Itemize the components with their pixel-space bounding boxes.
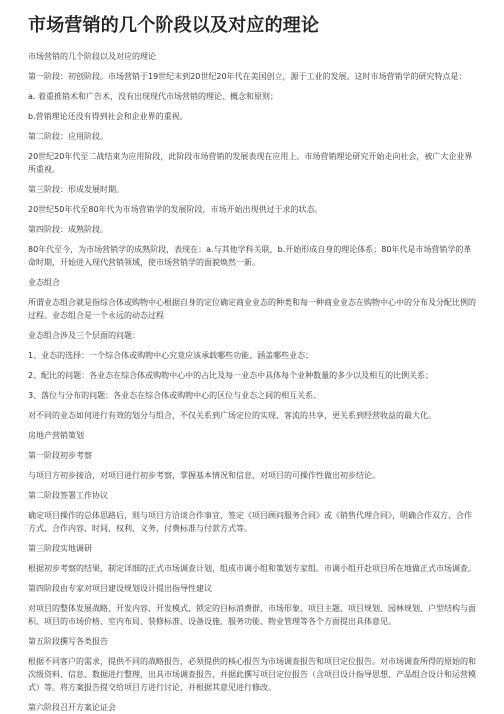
paragraph: 第四阶段由专家对项目建设规划设计提出指导性建议: [28, 584, 212, 593]
paragraph: 对不同的业态如何进行有效的划分与组合，不仅关系到广场定位的实现、客流的共享，更关系到经营收益的最大化。: [28, 411, 436, 420]
paragraph: 第六阶段召开方案论证会: [28, 703, 116, 712]
paragraph: 第三阶段实地调研: [28, 544, 92, 553]
document-body: [28, 50, 476, 714]
paragraph: 第三阶段：形成发展时期。: [28, 185, 124, 194]
paragraph: 3、落位与分布的问题：各业态在综合体或购物中心的区位与业态之间的相互关系。: [28, 391, 322, 400]
paragraph: 第二阶段：应用阶段。: [28, 132, 108, 141]
paragraph: 80年代至今，为市场营销学的成熟阶段，表现在：a.与其他学科关联，b.开始形成自身的理论体系；80年代是市场营销学的革命时期，开始进入现代营销领域，使市场营销学的面貌焕然一新。: [28, 245, 472, 267]
paragraph: 根据不同客户的需求，提供不同的战略报告，必须提供的核心报告为市场调查报告和项目定位报告。对市场调查所得的原始的和次级资料、信息、数据进行整理，出具市场调查报告，并据此撰写项目定位报告（含项目设计指导思想、产品组合设计和运营模式）等。将方案报告提交给项目方进行讨论，并根据其意见进行修改。: [28, 657, 476, 692]
paragraph: 1、业态的选择：一个综合体或购物中心究竟应该承载哪些功能、涵盖哪些业态；: [28, 351, 314, 360]
paragraph: 所谓业态组合就是指综合体或购物中心根据自身的定位确定商业业态的种类和每一种商业业态在购物中心中的分布及分配比例的过程。业态组合是一个永远的动态过程: [28, 298, 476, 320]
paragraph: 对项目的整体发展战略、开发内容、开发模式、锁定的目标消费群、市场形象、项目主题、项目规划、园林规划、户型结构与面积、项目的市场价格、室内布局、装修标准、设备设施、服务功能、物业管理等各个方面提出具体意见。: [28, 604, 476, 626]
paragraph: 与项目方初步接洽，对项目进行初步考察，掌握基本情况和信息，对项目的可操作性做出初步结论。: [28, 471, 380, 480]
paragraph: 第五阶段撰写各类报告: [28, 637, 108, 646]
paragraph: 根据初步考察的结果，制定详细的正式市场调查计划，组成市调小组和策划专家组。市调小组开赴项目所在地做正式市场调查。: [28, 564, 476, 573]
paragraph: b.营销理论还没有得到社会和企业界的重视。: [28, 112, 188, 121]
paragraph: 市场营销的几个阶段以及对应的理论: [28, 52, 156, 61]
paragraph: a. 着重推销术和广告术，没有出现现代市场营销的理论、概念和原则；: [28, 92, 278, 101]
paragraph: 确定项目操作的总体思路后，则与项目方洽谈合作事宜，签定《项目顾问服务合同》或《销售代理合同》，明确合作双方、合作方式、合作内容、时间、权利、义务，付费标准与付款方式等。: [28, 511, 472, 533]
paragraph: 第一阶段初步考察: [28, 451, 92, 460]
paragraph: 第二阶段签署工作协议: [28, 491, 108, 500]
paragraph: 第一阶段：初创阶段。市场营销于19世纪末到20世纪20年代在美国创立，源于工业的发展。这时市场营销学的研究特点是：: [28, 72, 467, 81]
paragraph: 第四阶段：成熟阶段。: [28, 225, 108, 234]
paragraph: 20世纪20年代至二战结束为应用阶段，此阶段市场营销的发展表现在应用上。市场营销理论研究开始走向社会，被广大企业界所重视。: [28, 152, 473, 174]
paragraph: 20世纪50年代至80年代为市场营销学的发展阶段，市场开始出现供过于求的状态。: [28, 205, 323, 214]
paragraph: 业态组合涉及三个层面的问题：: [28, 331, 140, 340]
document-title: 市场营销的几个阶段以及对应的理论: [28, 15, 320, 36]
section-heading: 业态组合: [28, 278, 60, 287]
section-heading: 房地产营销策划: [28, 431, 84, 440]
paragraph: 2、配比的问题：各业态在综合体或购物中心中的占比及每一业态中具体每个业种数量的多少以及相互的比例关系；: [28, 371, 434, 380]
